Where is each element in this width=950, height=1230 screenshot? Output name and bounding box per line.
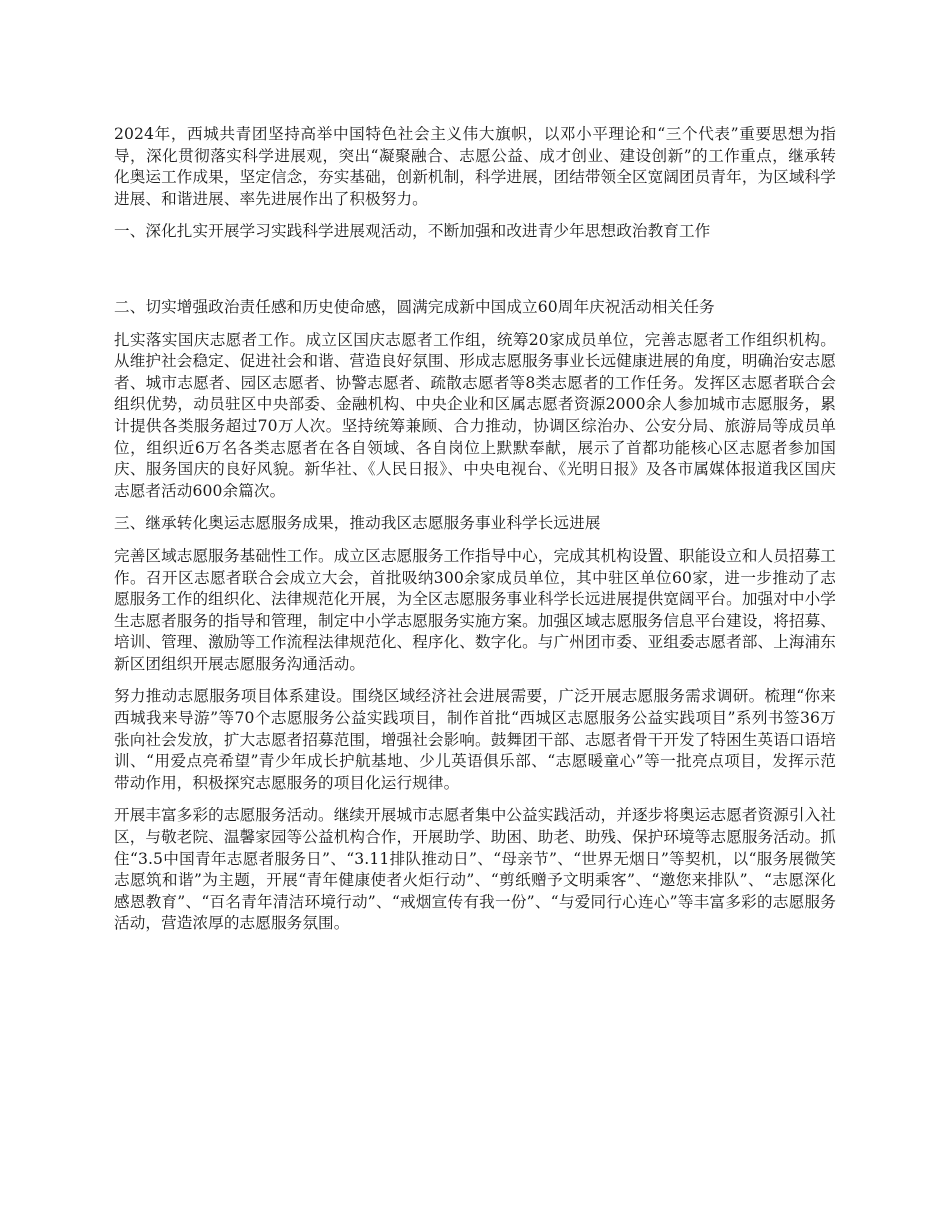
section-1-empty-space	[114, 254, 836, 297]
section-2-heading: 二、切实增强政治责任感和历史使命感，圆满完成新中国成立60周年庆祝活动相关任务	[114, 297, 715, 316]
intro-paragraph: 2024年，西城共青团坚持高举中国特色社会主义伟大旗帜，以邓小平理论和“三个代表”重要思想为指导，深化贯彻落实科学进展观，突出“凝聚融合、志愿公益、成才创业、建设创新”的工作重点，继承转化奥运工作成果，坚定信念，夯实基础，创新机制，科学进展，团结带领全区宽阔团员青年，为区域科学进展、和谐进展、率先进展作出了积极努力。	[114, 125, 836, 208]
section-3-paragraph-1: 完善区域志愿服务基础性工作。成立区志愿服务工作指导中心，完成其机构设置、职能设立和人员招募工作。召开区志愿者联合会成立大会，首批吸纳300余家成员单位，其中驻区单位60家，进一步推动了志愿服务工作的组织化、法律规范化开展，为全区志愿服务事业科学长远进展提供宽阔平台。加强对中小学生志愿者服务的指导和管理，制定中小学志愿服务实施方案。加强区域志愿服务信息平台建设，将招募、培训、管理、激励等工作流程法律规范化、程序化、数字化。与广州团市委、亚组委志愿者部、上海浦东新区团组织开展志愿服务沟通活动。	[114, 546, 836, 673]
section-3-heading: 三、继承转化奥运志愿服务成果，推动我区志愿服务事业科学长远进展	[114, 514, 601, 533]
section-3-paragraph-2: 努力推动志愿服务项目体系建设。围绕区域经济社会进展需要，广泛开展志愿服务需求调研。梳理“你来西城我来导游”等70个志愿服务公益实践项目，制作首批“西城区志愿服务公益实践项目”系列书签36万张向社会发放，扩大志愿者招募范围，增强社会影响。鼓舞团干部、志愿者骨干开发了特困生英语口语培训、“用爱点亮希望”青少年成长护航基地、少儿英语俱乐部、“志愿暖童心”等一批亮点项目，发挥示范带动作用，积极探究志愿服务的项目化运行规律。	[114, 687, 836, 792]
section-1-heading: 一、深化扎实开展学习实践科学进展观活动，不断加强和改进青少年思想政治教育工作	[114, 222, 711, 241]
section-3-paragraph-3: 开展丰富多彩的志愿服务活动。继续开展城市志愿者集中公益实践活动，并逐步将奥运志愿者资源引入社区，与敬老院、温馨家园等公益机构合作，开展助学、助困、助老、助残、保护环境等志愿服务活动。抓住“3.5中国青年志愿者服务日”、“3.11排队推动日”、“母亲节”、“世界无烟日”等契机，以“服务展微笑志愿筑和谐”为主题，开展“青年健康使者火炬行动”、“剪纸赠予文明乘客”、“邀您来排队”、“志愿深化感恩教育”、“百名青年清洁环境行动”、“戒烟宣传有我一份”、“与爱同行心连心”等丰富多彩的志愿服务活动，营造浓厚的志愿服务氛围。	[114, 806, 836, 933]
section-2-paragraph-1: 扎实落实国庆志愿者工作。成立区国庆志愿者工作组，统筹20家成员单位，完善志愿者工作组织机构。从维护社会稳定、促进社会和谐、营造良好氛围、形成志愿服务事业长远健康进展的角度，明确治安志愿者、城市志愿者、园区志愿者、协警志愿者、疏散志愿者等8类志愿者的工作任务。发挥区志愿者联合会组织优势，动员驻区中央部委、金融机构、中央企业和区属志愿者资源2000余人参加城市志愿服务，累计提供各类服务超过70万人次。坚持统筹兼顾、合力推动，协调区综治办、公安分局、旅游局等成员单位，组织近6万名各类志愿者在各自领域、各自岗位上默默奉献，展示了首都功能核心区志愿者参加国庆、服务国庆的良好风貌。新华社、《人民日报》、中央电视台、《光明日报》及各市属媒体报道我区国庆志愿者活动600余篇次。	[114, 330, 836, 500]
document-body	[114, 124, 836, 946]
